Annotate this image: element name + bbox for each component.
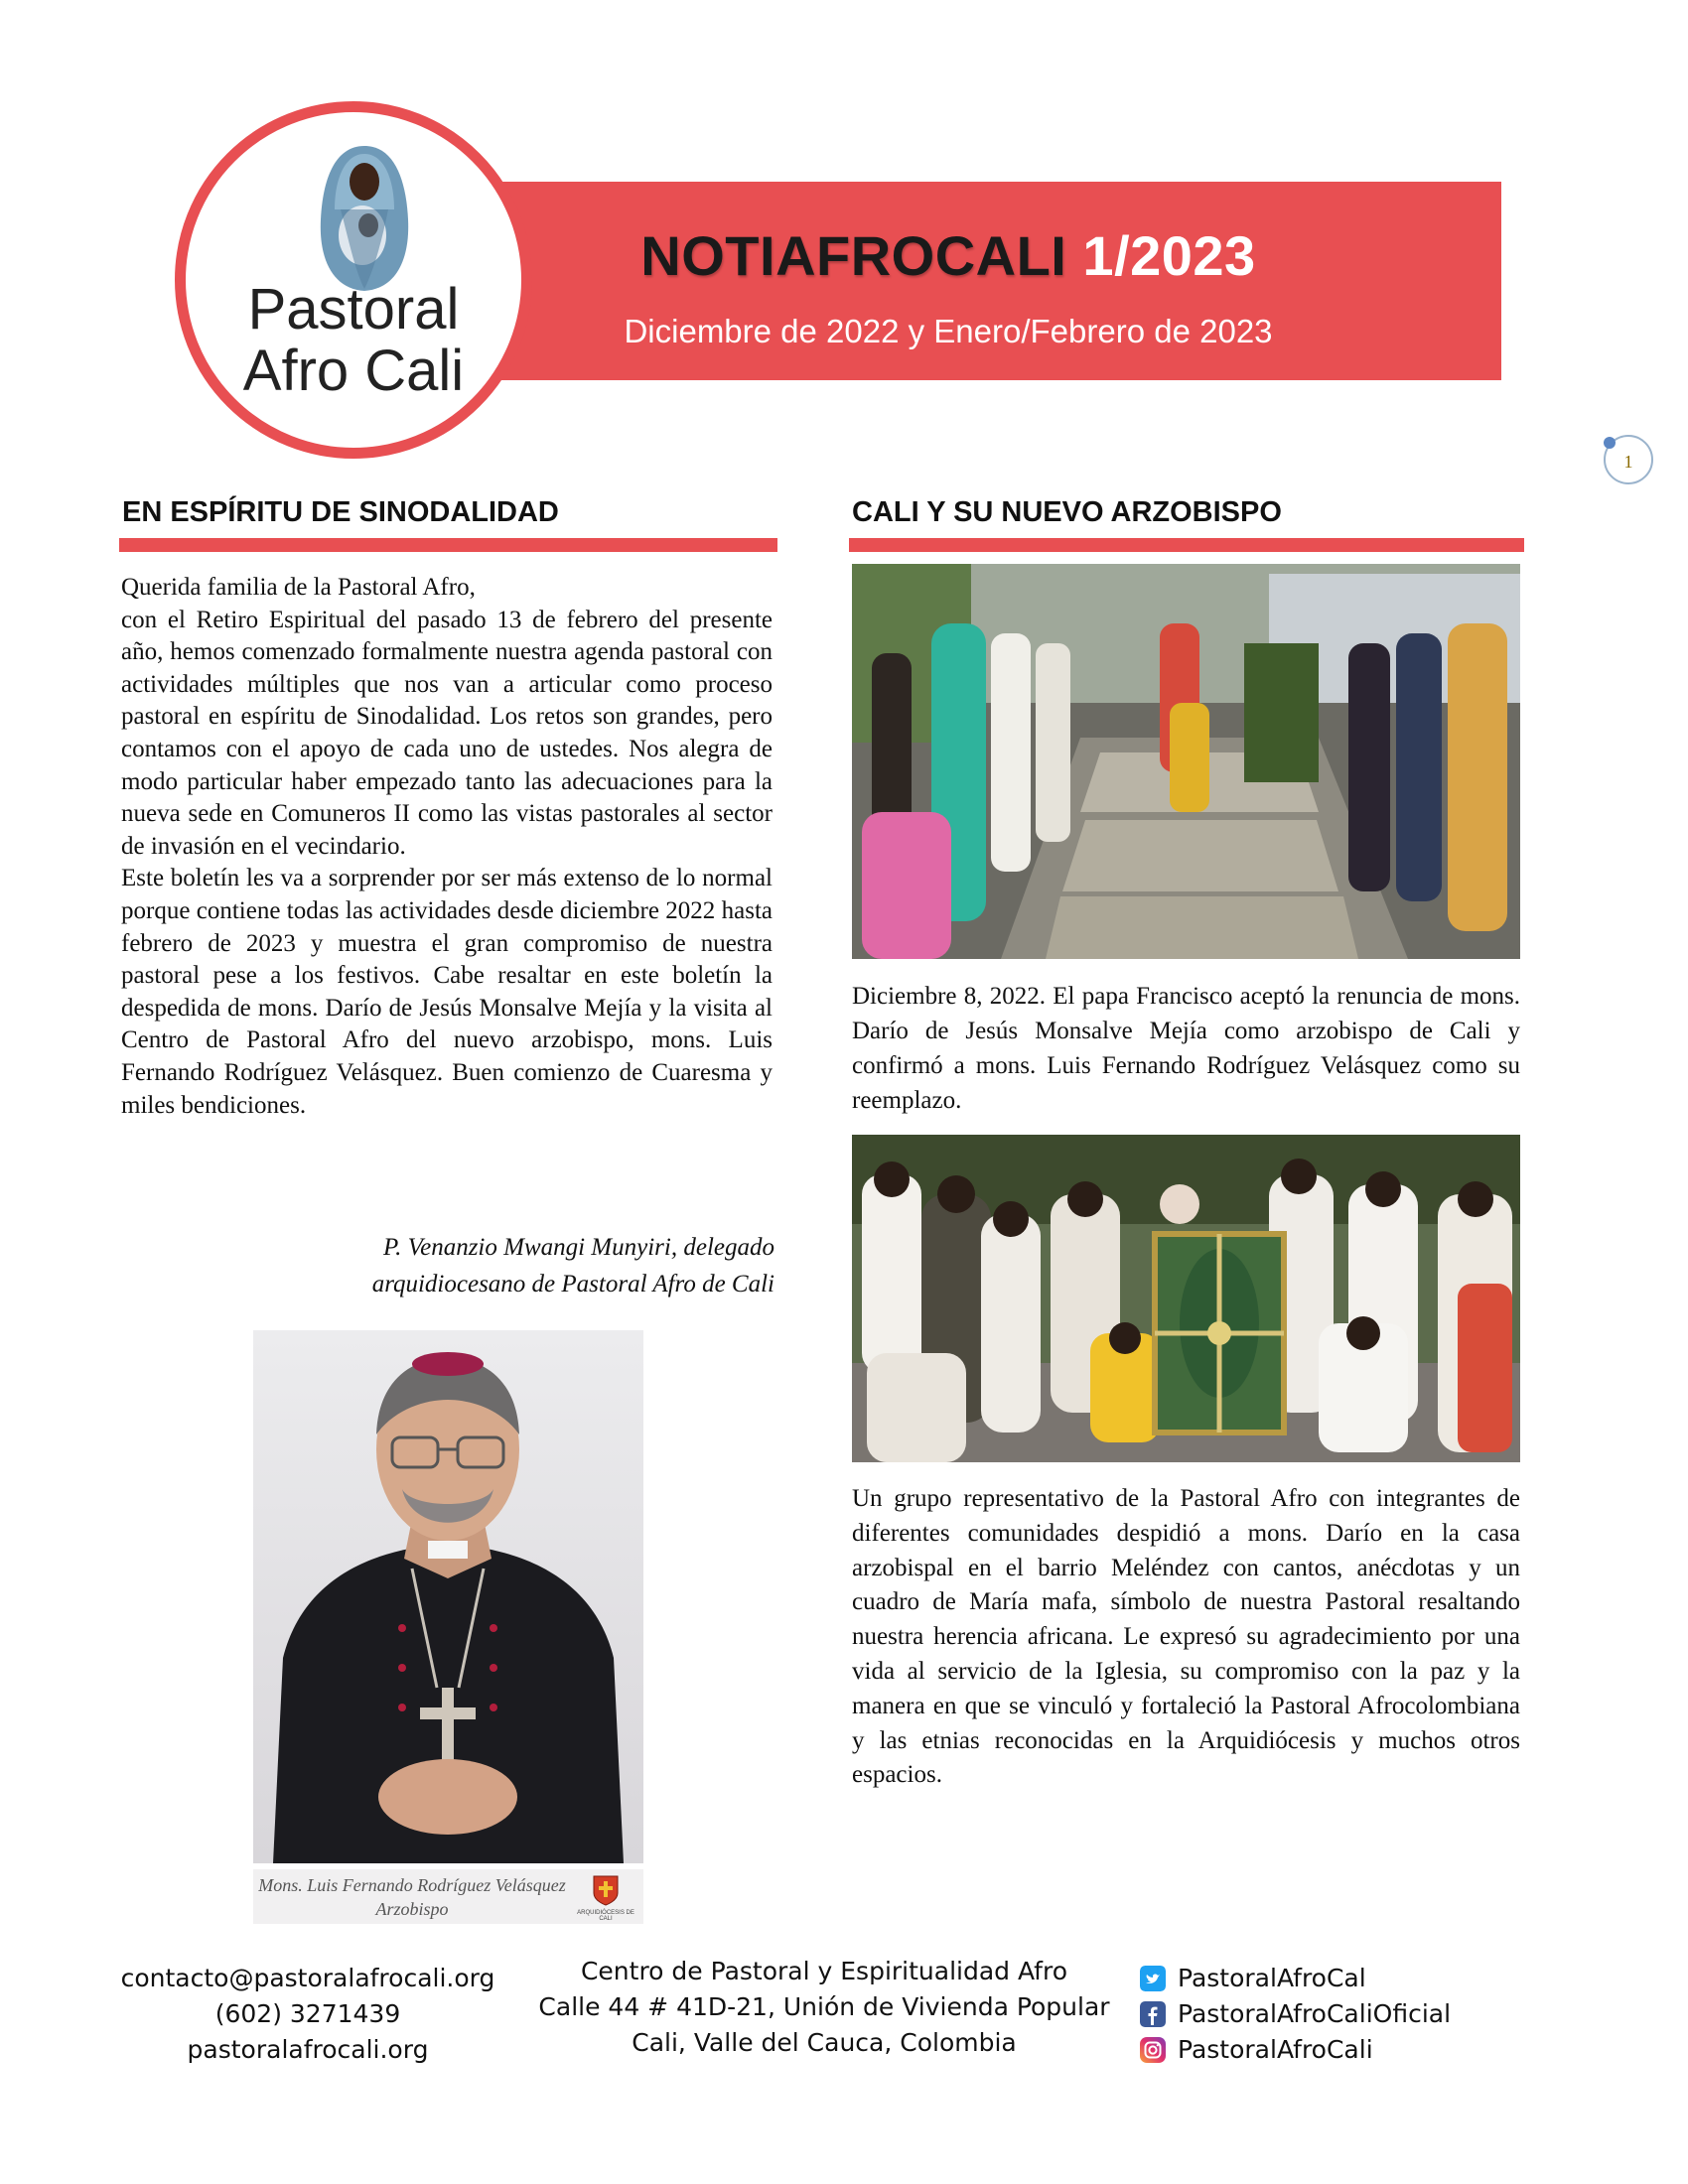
footer-phone: (602) 3271439 (214, 1999, 401, 2028)
footer-contact (109, 1961, 506, 2068)
portrait-caption (253, 1869, 643, 1924)
logo-text-line1: Pastoral (247, 277, 460, 341)
social-instagram[interactable] (1140, 2032, 1537, 2068)
newsletter-title (0, 223, 1688, 288)
newsletter-subtitle: Diciembre de 2022 y Enero/Febrero de 2023 (624, 313, 1273, 349)
instagram-icon (1140, 2037, 1166, 2063)
twitter-handle: PastoralAfroCal (1178, 1964, 1366, 1992)
twitter-icon (1140, 1966, 1166, 1991)
footer-address-line-1: Centro de Pastoral y Espiritualidad Afro (580, 1957, 1068, 1985)
logo-text-line2: Afro Cali (242, 339, 465, 403)
social-facebook[interactable] (1140, 1996, 1537, 2032)
signature-line-1: P. Venanzio Mwangi Munyiri, delegado (383, 1234, 774, 1261)
footer-website-link[interactable]: pastoralafrocali.org (187, 2035, 429, 2064)
footer-email-link[interactable]: contacto@pastoralafrocali.org (120, 1964, 495, 1992)
social-twitter[interactable] (1140, 1961, 1537, 1996)
instagram-handle: PastoralAfroCali (1178, 2035, 1373, 2064)
photo-farewell-group (852, 1135, 1520, 1462)
archdiocese-label: ARQUIDIÓCESIS DE CALI (577, 1910, 634, 1922)
facebook-handle: PastoralAfroCaliOficial (1178, 1999, 1452, 2028)
archbishop-figure (253, 1330, 643, 1863)
footer-address-line-3: Cali, Valle del Cauca, Colombia (632, 2028, 1017, 2057)
title-issue: 1/2023 (1082, 224, 1256, 287)
intro-letter (121, 572, 773, 1122)
salutation: Querida familia de la Pastoral Afro, (121, 574, 476, 601)
letter-paragraph-2: Este boletín les va a sorprender por ser más extenso de lo normal porque contiene todas las actividades desde diciembre 2022 hasta febrero de 2023 y muestra el gran compromiso de nuestra pastoral pese a los festivos. Cabe resaltar en este boletín la despedida de mons. Darío de Jesús Monsalve Mejía y la visita al Centro de Pastoral Afro del nuevo arzobispo, mons. Luis Fernando Rodríguez Velásquez. Buen comienzo de Cuaresma y miles bendiciones. (121, 865, 773, 1119)
portrait-caption-line-2: Arzobispo (375, 1899, 449, 1919)
archbishop-portrait (253, 1330, 643, 1863)
footer-social (1140, 1961, 1537, 2068)
photo-group-ceremony (852, 564, 1520, 959)
signature (248, 1229, 774, 1302)
page-number-dot (1604, 437, 1616, 449)
photo-farewell-group-image (852, 1135, 1520, 1462)
facebook-icon (1140, 2001, 1166, 2027)
section-heading-right: CALI Y SU NUEVO ARZOBISPO (852, 496, 1282, 528)
section-rule-left (119, 538, 777, 552)
footer-address (526, 1954, 1122, 2061)
footer-address-line-2: Calle 44 # 41D-21, Unión de Vivienda Popular (538, 1992, 1110, 2021)
section-rule-right (849, 538, 1524, 552)
photo-group-ceremony-image (852, 564, 1520, 959)
caption-farewell: Un grupo representativo de la Pastoral Afro con integrantes de diferentes comunidades despidió a mons. Darío en la casa arzobispal en el barrio Meléndez con cantos, anécdotas y un cuadro de María mafa, símbolo de nuestra Pastoral resaltando nuestra herencia africana. Le expresó su agradecimiento por una vida al servicio de la Iglesia, su compromiso con la paz y la manera en que se vinculó y fortaleció la Pastoral Afrocolombiana y las etnias reconocidas en la Arquidiócesis y muchos otros espacios. (852, 1485, 1520, 1789)
section-heading-left: EN ESPÍRITU DE SINODALIDAD (122, 496, 559, 528)
page-number: 1 (1604, 435, 1653, 484)
caption-archbishop-news: Diciembre 8, 2022. El papa Francisco aceptó la renuncia de mons. Darío de Jesús Monsalve Mejía como arzobispo de Cali y confirmó a mons. Luis Fernando Rodríguez Velásquez como su reemplazo. (852, 983, 1520, 1114)
portrait-caption-line-1: Mons. Luis Fernando Rodríguez Velásquez (258, 1875, 566, 1895)
portrait-caption-text (253, 1873, 571, 1921)
signature-line-2: arquidiocesano de Pastoral Afro de Cali (371, 1271, 774, 1297)
title-name: NOTIAFROCALI (640, 224, 1067, 287)
letter-paragraph-1: con el Retiro Espiritual del pasado 13 de febrero del presente año, hemos comenzado formalmente nuestra agenda pastoral con actividades múltiples que nos van a articular como proceso pastoral en espíritu de Sinodalidad. Los retos son grandes, pero contamos con el apoyo de cada uno de ustedes. Nos alegra de modo particular haber empezado tanto las adecuaciones para la nueva sede en Comuneros II como las vistas pastorales al sector de invasión en el vecindario. (121, 606, 773, 860)
archdiocese-crest-icon (591, 1873, 621, 1907)
